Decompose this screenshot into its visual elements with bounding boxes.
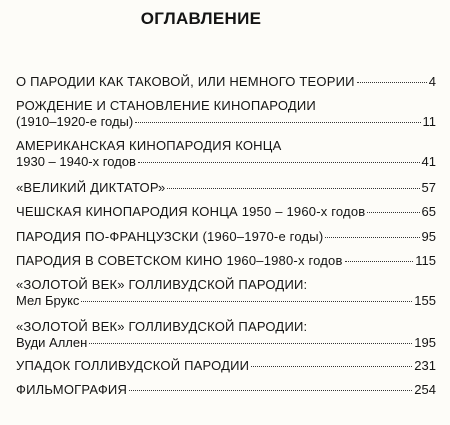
entry-subtitle: Вуди Аллен (16, 335, 88, 350)
entry-title: «ВЕЛИКИЙ ДИКТАТОР» (16, 180, 166, 195)
dot-leader (325, 237, 419, 238)
entry-title: ФИЛЬМОГРАФИЯ (16, 382, 128, 397)
dot-leader (367, 212, 419, 213)
dot-leader (81, 301, 412, 302)
entry-title: УПАДОК ГОЛЛИВУДСКОЙ ПАРОДИИ (16, 358, 250, 373)
page-number: 65 (421, 204, 436, 219)
page-number: 254 (414, 382, 436, 397)
entry-title: АМЕРИКАНСКАЯ КИНОПАРОДИЯ КОНЦА (16, 138, 282, 153)
page-title: ОГЛАВЛЕНИЕ (140, 9, 262, 28)
dot-leader (89, 343, 412, 344)
toc-entry[interactable] (16, 253, 436, 269)
toc-entry[interactable] (16, 229, 436, 245)
dot-leader (138, 162, 420, 163)
dot-leader (167, 188, 419, 189)
page-number: 57 (421, 180, 436, 195)
toc-entry[interactable] (16, 180, 436, 196)
toc-entry[interactable] (16, 138, 436, 170)
page-number: 195 (414, 335, 436, 350)
entry-title: ПАРОДИЯ В СОВЕТСКОМ КИНО 1960–1980-х годов (16, 253, 343, 268)
page-number: 11 (422, 114, 436, 129)
toc-entry[interactable] (16, 358, 436, 374)
page-number: 41 (421, 154, 436, 169)
toc-page (16, 0, 438, 425)
page-number: 231 (414, 358, 436, 373)
toc-entry[interactable] (16, 382, 436, 398)
entry-title: ЧЕШСКАЯ КИНОПАРОДИЯ КОНЦА 1950 – 1960-х годов (16, 204, 366, 219)
dot-leader (357, 82, 427, 83)
entry-title: О ПАРОДИИ КАК ТАКОВОЙ, ИЛИ НЕМНОГО ТЕОРИИ (16, 74, 355, 89)
page-number: 155 (414, 293, 436, 308)
toc-entry[interactable] (16, 277, 436, 309)
entry-title: «ЗОЛОТОЙ ВЕК» ГОЛЛИВУДСКОЙ ПАРОДИИ: (16, 319, 308, 334)
entry-subtitle: 1930 – 1940-х годов (16, 154, 136, 169)
dot-leader (345, 261, 414, 262)
dot-leader (129, 390, 412, 391)
toc-entry[interactable] (16, 98, 436, 130)
dot-leader (135, 122, 420, 123)
page-number: 95 (421, 229, 436, 244)
entry-title: ПАРОДИЯ ПО-ФРАНЦУЗСКИ (1960–1970-е годы) (16, 229, 324, 244)
toc-entry[interactable] (16, 204, 436, 220)
entry-subtitle: (1910–1920-е годы) (16, 114, 134, 129)
dot-leader (251, 366, 412, 367)
entry-title: «ЗОЛОТОЙ ВЕК» ГОЛЛИВУДСКОЙ ПАРОДИИ: (16, 277, 308, 292)
toc-entry[interactable] (16, 319, 436, 351)
page-number: 115 (415, 253, 436, 268)
entry-title: РОЖДЕНИЕ И СТАНОВЛЕНИЕ КИНОПАРОДИИ (16, 98, 316, 113)
entry-subtitle: Мел Брукс (16, 293, 80, 308)
page-number: 4 (428, 74, 436, 89)
toc-entry[interactable] (16, 74, 436, 90)
